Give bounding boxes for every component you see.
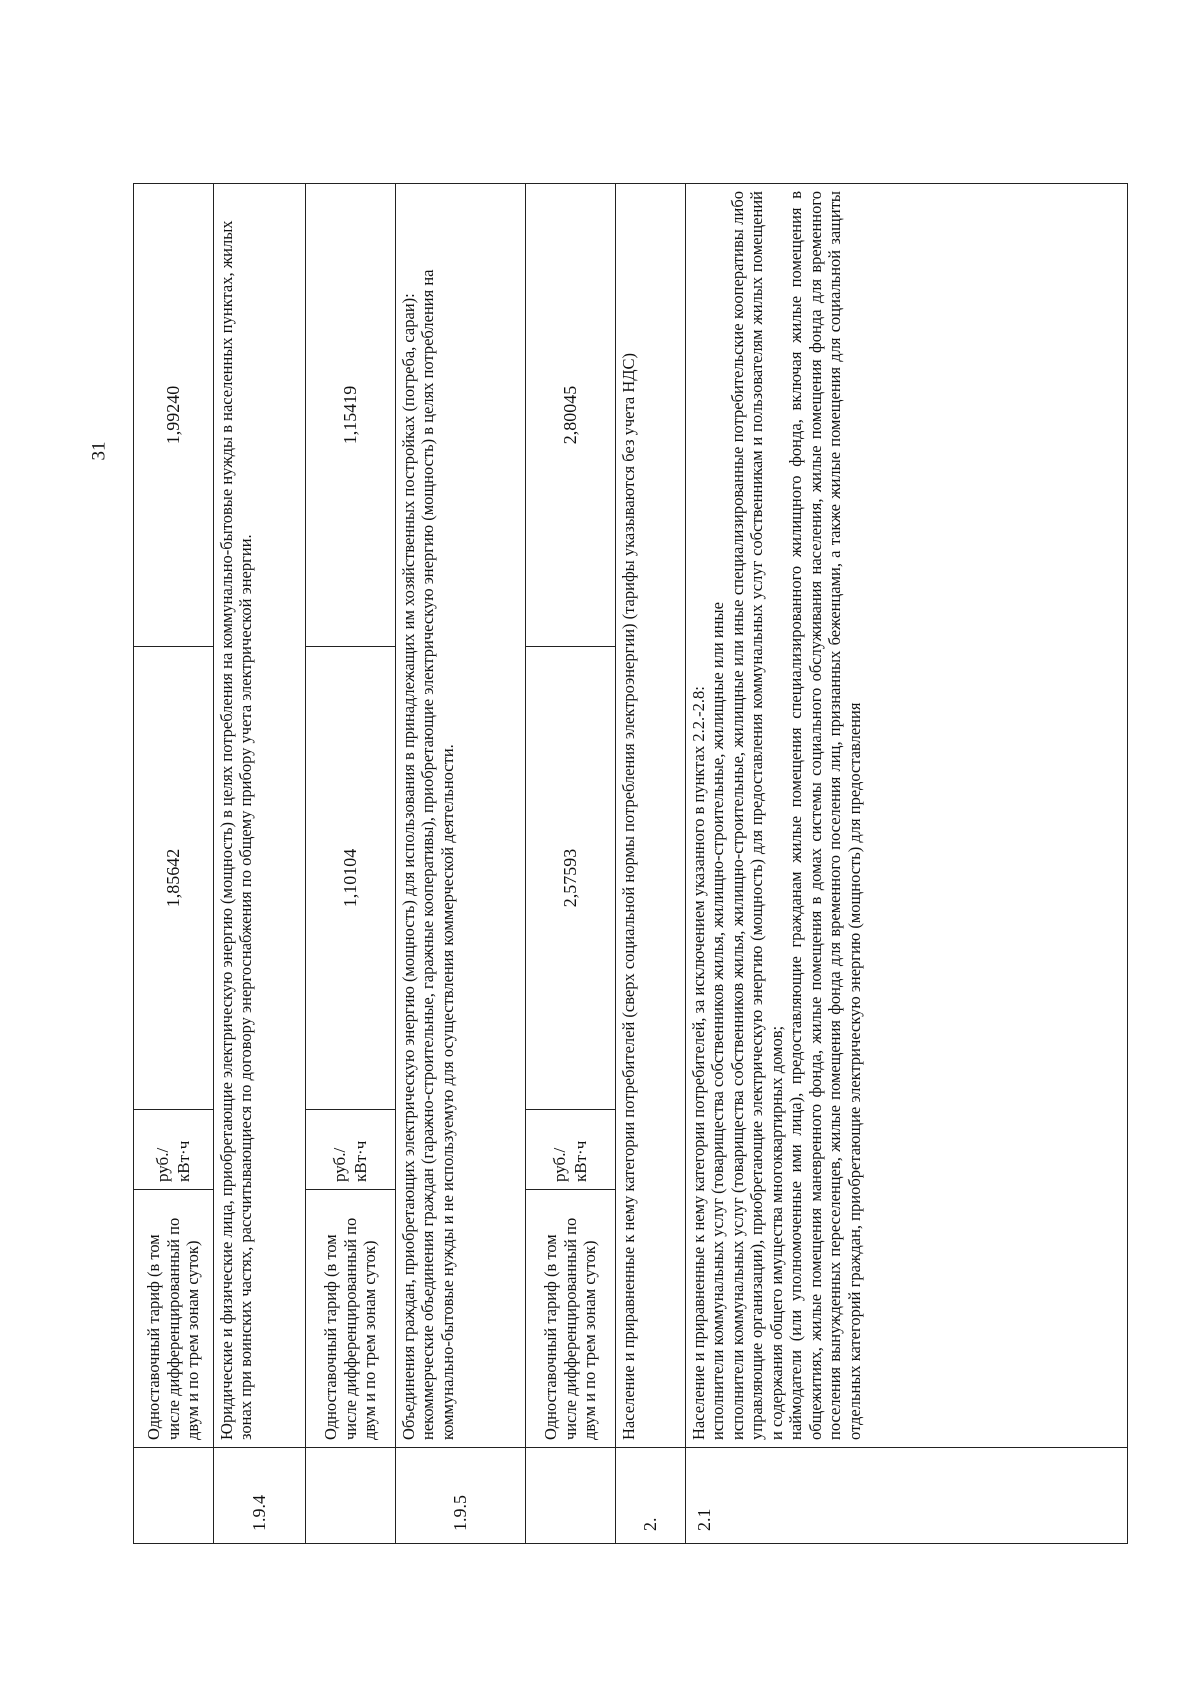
value-second-half: 1,15419 xyxy=(306,184,396,647)
paragraph: Население и приравненные к нему категории потребителей, за исключением указанного в пунктах 2.2.-2.8: xyxy=(689,686,708,1440)
category-description: Объединения граждан, приобретающих электрическую энергию (мощность) для использования в принадлежащих им хозяйственных постройках (погреба, сараи): некоммерческие объединения граждан (гаражно-строительные, гаражные кооперативы), приобретающие электрическую энергию (мощность) в целях потребления на коммунально-бытовые нужды и не используемую для осуществления коммерческой деятельности. xyxy=(396,184,526,1448)
table-row xyxy=(214,184,306,1544)
table-row xyxy=(134,184,214,1544)
tariff-name: Одноставочный тариф (в том числе дифференцированный по двум и по трем зонам суток) xyxy=(134,1190,214,1448)
row-number: 2.1 xyxy=(686,1448,1128,1544)
value-second-half: 2,80045 xyxy=(526,184,616,647)
table-row xyxy=(306,184,396,1544)
unit-cell: руб./кВт·ч xyxy=(306,1110,396,1190)
unit-cell: руб./кВт·ч xyxy=(134,1110,214,1190)
value-first-half: 1,10104 xyxy=(306,647,396,1110)
row-number: 1.9.5 xyxy=(396,1448,526,1544)
table-row xyxy=(686,184,1128,1544)
tariff-name: Одноставочный тариф (в том числе дифференцированный по двум и по трем зонам суток) xyxy=(306,1190,396,1448)
tariff-name: Одноставочный тариф (в том числе дифференцированный по двум и по трем зонам суток) xyxy=(526,1190,616,1448)
page-number: 31 xyxy=(88,441,110,461)
table-row xyxy=(396,184,526,1544)
table-row xyxy=(526,184,616,1544)
value-second-half: 1,99240 xyxy=(134,184,214,647)
value-first-half: 2,57593 xyxy=(526,647,616,1110)
num-cell xyxy=(306,1448,396,1544)
paragraph: исполнители коммунальных услуг (товарищества собственников жилья, жилищно-строительные, жилищные или иные специализированные потребительские кооперативы либо управляющие организации), приобретающие электрическую энергию (мощность) для предоставления коммунальных услуг собственникам и пользователям жилых помещений и содержания общего имущества многоквартирных домов; xyxy=(727,191,786,1440)
unit-cell: руб./кВт·ч xyxy=(526,1110,616,1190)
row-number: 1.9.4 xyxy=(214,1448,306,1544)
value-first-half: 1,85642 xyxy=(134,647,214,1110)
num-cell xyxy=(526,1448,616,1544)
table-row xyxy=(616,184,686,1544)
category-description xyxy=(686,184,1128,1448)
paragraph: исполнители коммунальных услуг (товарищества собственников жилья, жилищно-строительные, жилищные или иные xyxy=(708,602,728,1440)
tariff-table xyxy=(133,183,1128,1544)
num-cell xyxy=(134,1448,214,1544)
category-description: Юридические и физические лица, приобретающие электрическую энергию (мощность) в целях потребления на коммунально-бытовые нужды в населенных пунктах, жилых зонах при воинских частях, рассчитывающиеся по договору энергоснабжения по общему прибору учета электрической энергии. xyxy=(214,184,306,1448)
paragraph: наймодатели (или уполномоченные ими лица), предоставляющие гражданам жилые помещения специализированного жилищного фонда, включая жилые помещения в общежитиях, жилые помещения маневренного фонда, жилые помещения в домах системы социального обслуживания населения, жилые помещения фонда для временного поселения вынужденных переселенцев, жилые помещения фонда для временного поселения лиц, признанных беженцами, а также жилые помещения для социальной защиты отдельных категорий граждан, приобретающие электрическую энергию (мощность) для предоставления xyxy=(786,191,864,1440)
tariff-table-rotated xyxy=(133,184,1128,1544)
row-number: 2. xyxy=(616,1448,686,1544)
category-description: Население и приравненные к нему категории потребителей (сверх социальной нормы потребления электроэнергии) (тарифы указываются без учета НДС) xyxy=(616,184,686,1448)
